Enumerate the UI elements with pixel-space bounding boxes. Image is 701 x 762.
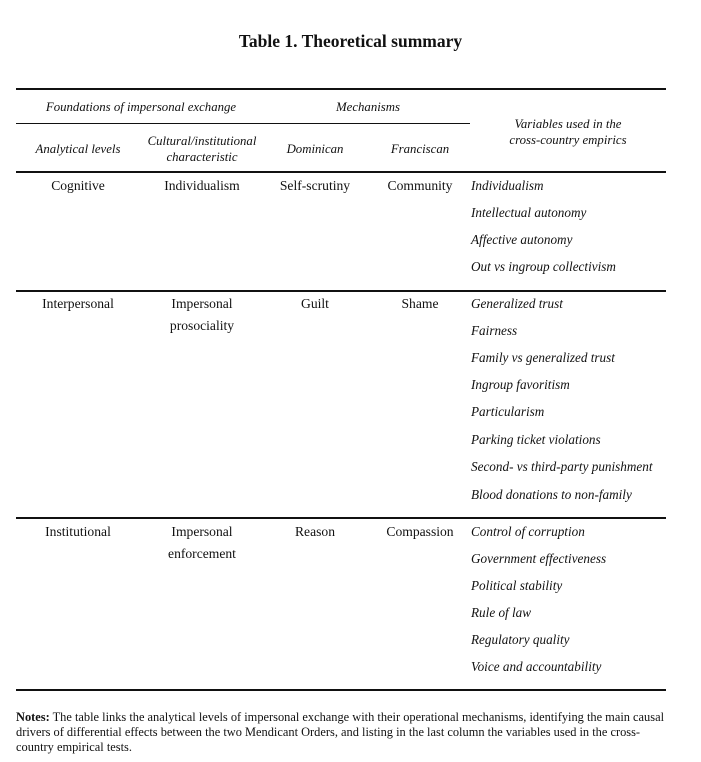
bottom-rule xyxy=(16,689,666,691)
row-interpersonal-dominican: Guilt xyxy=(301,296,329,311)
header-dominican: Dominican xyxy=(286,142,344,156)
row-cognitive-dominican: Self-scrutiny xyxy=(279,178,351,193)
row-interpersonal-characteristic xyxy=(136,293,268,337)
table-notes xyxy=(16,710,672,756)
row-institutional-level: Institutional xyxy=(45,524,111,539)
row-institutional-characteristic-line2: enforcement xyxy=(168,546,236,561)
row-interpersonal-variable: Ingroup favoritism xyxy=(471,377,570,392)
header-franciscan: Franciscan xyxy=(390,142,450,156)
row-institutional-characteristic-line1: Impersonal xyxy=(171,524,233,539)
header-cultural-characteristic xyxy=(136,133,268,165)
top-rule xyxy=(16,88,666,90)
row-cognitive-characteristic: Individualism xyxy=(164,178,240,193)
row-rule-1 xyxy=(16,290,666,292)
header-cultural-line1: Cultural/institutional xyxy=(147,134,257,148)
table-title: Table 1. Theoretical summary xyxy=(238,31,463,51)
row-institutional-franciscan: Compassion xyxy=(386,524,454,539)
row-institutional-characteristic xyxy=(136,521,268,565)
notes-label: Notes: xyxy=(16,710,50,724)
row-interpersonal-variable: Generalized trust xyxy=(471,296,563,311)
header-analytical-levels: Analytical levels xyxy=(35,142,121,156)
row-interpersonal-franciscan: Shame xyxy=(401,296,439,311)
header-foundations: Foundations of impersonal exchange xyxy=(45,100,237,114)
row-institutional-dominican: Reason xyxy=(294,524,336,539)
header-variables xyxy=(470,116,666,148)
header-cultural-line2: characteristic xyxy=(166,150,238,164)
row-institutional-variable: Political stability xyxy=(471,578,563,593)
row-interpersonal-characteristic-line2: prosociality xyxy=(169,318,235,333)
row-institutional-variable: Rule of law xyxy=(471,605,532,620)
row-cognitive-variable: Out vs ingroup collectivism xyxy=(471,259,616,274)
row-interpersonal-variable: Fairness xyxy=(471,323,518,338)
row-interpersonal-variable: Parking ticket violations xyxy=(471,432,601,447)
row-institutional-variable: Regulatory quality xyxy=(471,632,570,647)
row-institutional-variable: Government effectiveness xyxy=(471,551,607,566)
row-institutional-variable: Control of corruption xyxy=(471,524,585,539)
row-cognitive-variable: Individualism xyxy=(471,178,544,193)
notes-text: The table links the analytical levels of impersonal exchange with their operational mechanisms, identifying the main causal drivers of differential effects between the two Mendicant Orders, and listing in the last column the variables used in the cross-country empirical tests. xyxy=(16,710,665,755)
row-interpersonal-variable: Blood donations to non-family xyxy=(471,487,632,502)
row-cognitive-level: Cognitive xyxy=(51,178,105,193)
header-mechanisms: Mechanisms xyxy=(336,100,400,114)
group-header-rule xyxy=(16,123,470,124)
row-interpersonal-characteristic-line1: Impersonal xyxy=(171,296,233,311)
row-interpersonal-variable: Second- vs third-party punishment xyxy=(471,459,653,474)
header-variables-line2: cross-country empirics xyxy=(509,133,627,147)
header-variables-line1: Variables used in the xyxy=(514,117,622,131)
row-cognitive-variable: Intellectual autonomy xyxy=(471,205,587,220)
row-institutional-variable: Voice and accountability xyxy=(471,659,602,674)
row-interpersonal-variable: Particularism xyxy=(471,404,545,419)
row-interpersonal-variable: Family vs generalized trust xyxy=(471,350,615,365)
row-cognitive-variable: Affective autonomy xyxy=(471,232,573,247)
row-cognitive-franciscan: Community xyxy=(387,178,453,193)
header-bottom-rule xyxy=(16,171,666,173)
row-interpersonal-level: Interpersonal xyxy=(42,296,114,311)
